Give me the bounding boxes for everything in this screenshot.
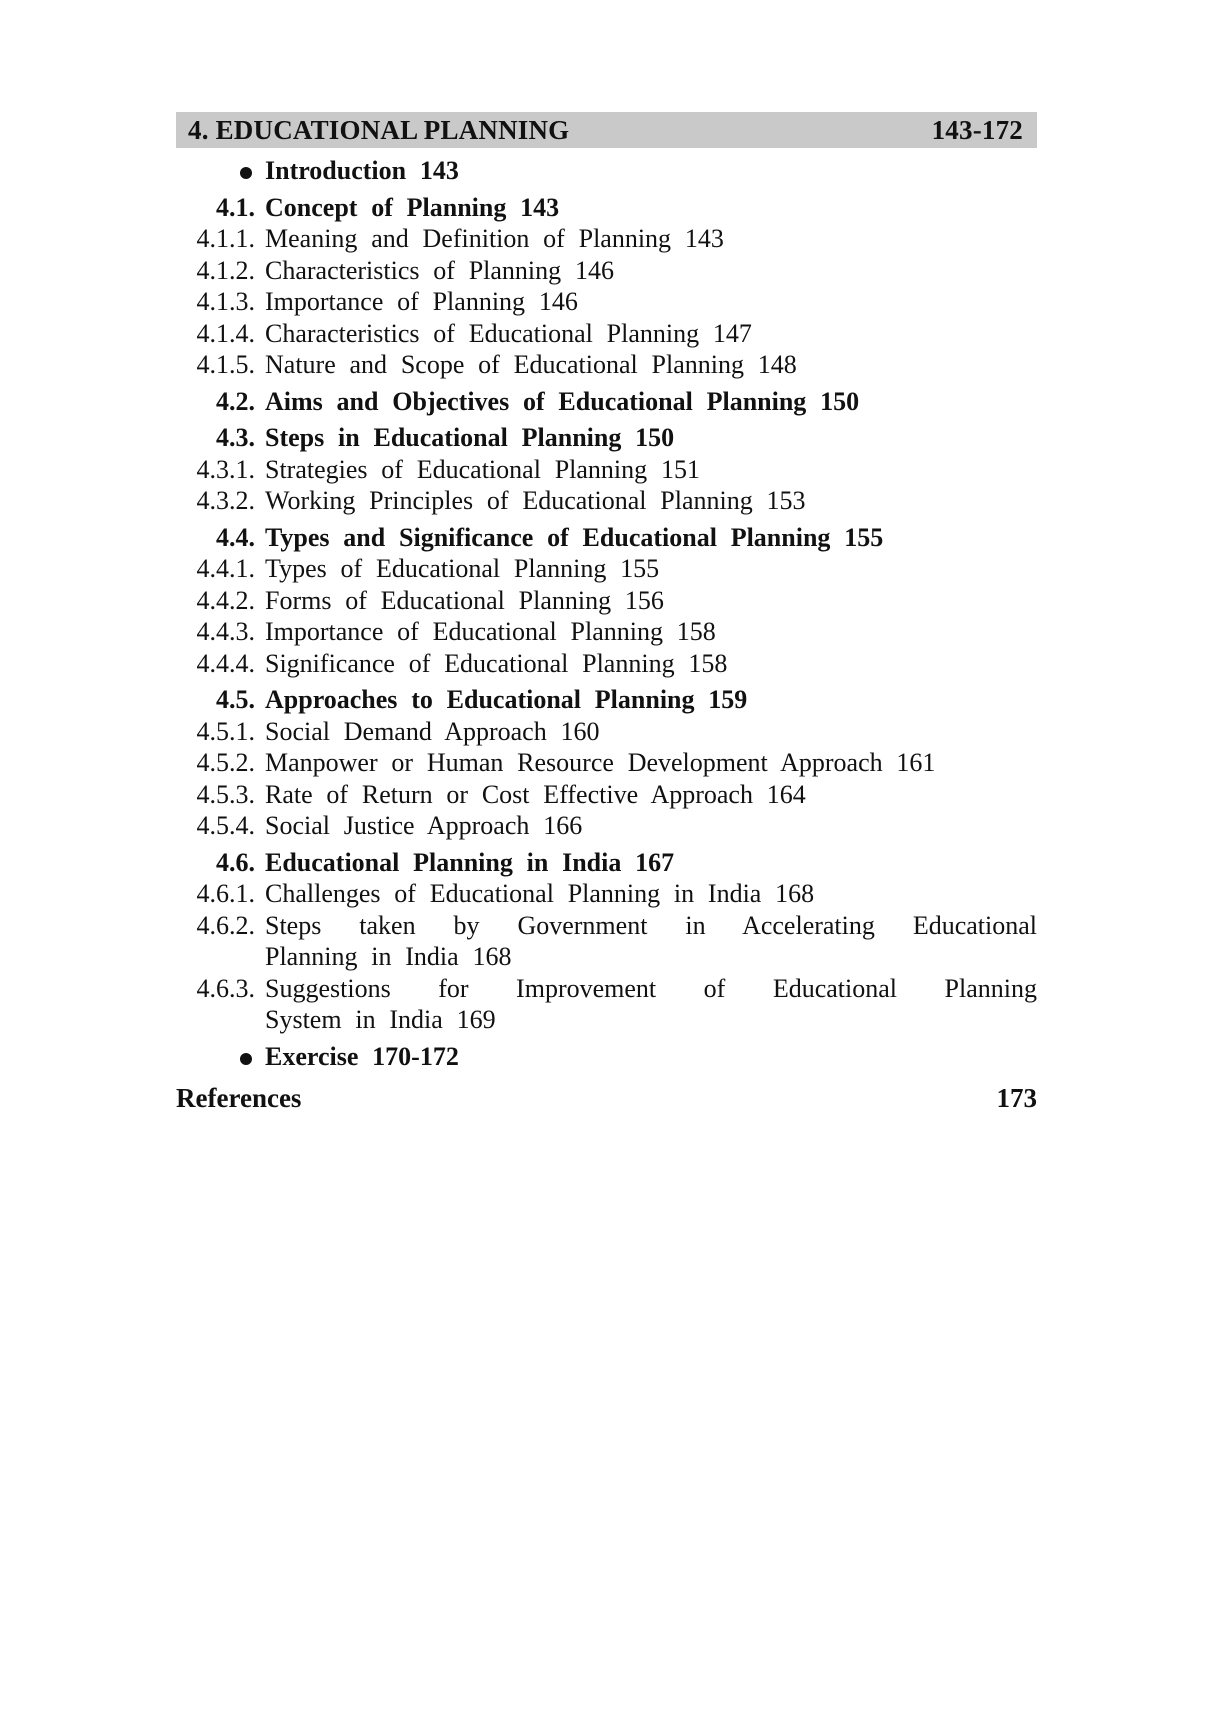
toc-entry-4-5-3 [165, 779, 1037, 811]
toc-entry-4-3-1 [165, 454, 1037, 486]
toc-entry-4-5-2 [165, 747, 1037, 779]
toc-entry-title: Approaches to Educational Planning [265, 685, 695, 714]
toc-entry-title: Introduction [265, 156, 407, 185]
toc-entry-title: Meaning and Definition of Planning [265, 224, 672, 253]
toc-entry-4-6-1 [165, 878, 1037, 910]
toc-entry-number: 4.4. [216, 522, 255, 552]
references-row [176, 1082, 1037, 1114]
toc-entry-title: Types of Educational Planning [265, 554, 607, 583]
toc-entry-page: 143 [419, 156, 459, 185]
toc-entry-number: 4.6.1. [196, 879, 255, 908]
toc-entry-title: Steps in Educational Planning [265, 423, 622, 452]
toc-entry-4-6-2 [165, 910, 1037, 973]
toc-entry-page: 159 [708, 685, 748, 714]
toc-entry-page: 166 [543, 811, 583, 840]
toc-entry-4-4 [165, 522, 1037, 554]
toc-entry-4-6-3 [165, 973, 1037, 1036]
toc-entry-page: 153 [766, 486, 806, 515]
references-page: 173 [996, 1083, 1037, 1113]
toc-entry-number: 4.5.3. [196, 779, 255, 809]
toc-entry-title: Characteristics of Educational Planning [265, 318, 700, 348]
toc-entry-4-4-1 [165, 553, 1037, 585]
toc-entry-number: 4.2. [216, 386, 255, 416]
toc-entry-page: 147 [712, 318, 752, 348]
toc-entry-number: 4.4.1. [196, 554, 255, 583]
toc-entry-page: 146 [574, 255, 614, 285]
toc-entry-number: 4.6.3. [196, 973, 255, 1003]
toc-entry-page: 156 [624, 585, 664, 615]
toc-entry-page: 143 [684, 224, 724, 253]
toc-entry-title: Working Principles of Educational Planning [265, 486, 753, 515]
chapter-title: 4. EDUCATIONAL PLANNING [188, 114, 570, 145]
toc-entry-page: 158 [676, 617, 716, 646]
toc-entry-4-1-2 [165, 255, 1037, 287]
toc-entry-title: Strategies of Educational Planning [265, 454, 648, 484]
toc-entry-number: 4.1.2. [196, 255, 255, 285]
toc-entry-title: Educational Planning in India [265, 847, 622, 877]
toc-entry-number: 4.1.4. [196, 318, 255, 348]
references-label: References [176, 1083, 302, 1113]
toc-entry-number: 4.5.4. [196, 811, 255, 840]
toc-entry-4-5-1 [165, 716, 1037, 748]
chapter-header-bar [176, 112, 1037, 148]
toc-entry-number: 4.1.3. [196, 287, 255, 316]
toc-entry-title: Social Justice Approach [265, 811, 530, 840]
toc-entry-4-4-3 [165, 616, 1037, 648]
toc-entry-number: 4.3.1. [196, 454, 255, 484]
toc-entry-number: 4.5.2. [196, 748, 255, 777]
toc-entry-4-1 [165, 192, 1037, 224]
toc-entry-page: 148 [757, 350, 797, 379]
toc-entry-page: 150 [635, 423, 675, 452]
toc-entry-title: Challenges of Educational Planning in India [265, 879, 762, 908]
toc-entry-4-6 [165, 847, 1037, 879]
toc-entry-4-5 [165, 684, 1037, 716]
toc-entry-4-2 [165, 386, 1037, 418]
toc-entry-page: 155 [844, 522, 884, 552]
toc-entry-number: 4.1.1. [196, 224, 255, 253]
toc-entry-number: 4.1.5. [196, 350, 255, 379]
toc-entry-4-1-5 [165, 349, 1037, 381]
toc-entry-page: 146 [538, 287, 578, 316]
toc-entry-number: 4.4.4. [196, 648, 255, 678]
toc-entry-title: Social Demand Approach [265, 716, 547, 746]
toc-entry-number: 4.4.2. [196, 585, 255, 615]
toc-entry-4-1-4 [165, 318, 1037, 350]
toc-entry-number: 4.3. [216, 423, 255, 452]
toc-entry-page: 164 [766, 779, 806, 809]
toc-entry-title-line1: Steps taken by Government in Accelerating Educational [265, 910, 1037, 940]
toc-entry-title: Importance of Educational Planning [265, 617, 664, 646]
toc-entry-page: 155 [620, 554, 660, 583]
toc-entry-page: 168 [472, 942, 512, 971]
toc-entry-page: 168 [775, 879, 815, 908]
toc-entry-title: Characteristics of Planning [265, 255, 562, 285]
toc-entry-4-1-3 [165, 286, 1037, 318]
bullet-icon [240, 1053, 252, 1065]
toc-entry-title: Concept of Planning [265, 192, 507, 222]
table-of-contents [165, 155, 1037, 1072]
toc-entry-4-3-2 [165, 485, 1037, 517]
toc-entry-title: Importance of Planning [265, 287, 526, 316]
toc-entry-4-5-4 [165, 810, 1037, 842]
toc-entry-title: Types and Significance of Educational Planning [265, 522, 831, 552]
toc-entry-title: Aims and Objectives of Educational Planning [265, 386, 807, 416]
toc-entry-title-line2: System in India 169 [265, 1005, 496, 1034]
toc-entry-page: 158 [688, 648, 728, 678]
toc-entry-number: 4.1. [216, 192, 255, 222]
toc-entry-introduction [165, 155, 1037, 187]
toc-entry-page: 151 [660, 454, 700, 484]
toc-entry-number: 4.3.2. [196, 486, 255, 515]
toc-entry-title-line2: Planning in India 168 [265, 942, 512, 971]
toc-entry-number: 4.4.3. [196, 617, 255, 646]
toc-entry-page: 161 [896, 748, 936, 777]
toc-entry-title-line1: Suggestions for Improvement of Educational Planning [265, 973, 1037, 1003]
toc-entry-4-3 [165, 422, 1037, 454]
toc-entry-title: Rate of Return or Cost Effective Approach [265, 779, 753, 809]
toc-entry-title: Manpower or Human Resource Development Approach [265, 748, 883, 777]
toc-entry-4-4-2 [165, 585, 1037, 617]
toc-entry-exercise [165, 1041, 1037, 1073]
toc-entry-number: 4.6.2. [196, 910, 255, 940]
toc-entry-4-4-4 [165, 648, 1037, 680]
toc-entry-page: 169 [456, 1005, 496, 1034]
toc-entry-page: 167 [635, 847, 675, 877]
toc-entry-page: 143 [520, 192, 560, 222]
chapter-page-range: 143-172 [931, 114, 1023, 145]
toc-entry-title: Forms of Educational Planning [265, 585, 612, 615]
toc-entry-page: 170-172 [372, 1041, 459, 1071]
toc-entry-title: Exercise [265, 1041, 359, 1071]
toc-entry-page: 150 [820, 386, 860, 416]
toc-entry-number: 4.5. [216, 685, 255, 714]
toc-entry-title: Nature and Scope of Educational Planning [265, 350, 744, 379]
toc-entry-page: 160 [560, 716, 600, 746]
toc-entry-number: 4.5.1. [196, 716, 255, 746]
toc-entry-title: Significance of Educational Planning [265, 648, 675, 678]
toc-entry-4-1-1 [165, 223, 1037, 255]
toc-entry-number: 4.6. [216, 847, 255, 877]
bullet-icon [240, 167, 252, 179]
